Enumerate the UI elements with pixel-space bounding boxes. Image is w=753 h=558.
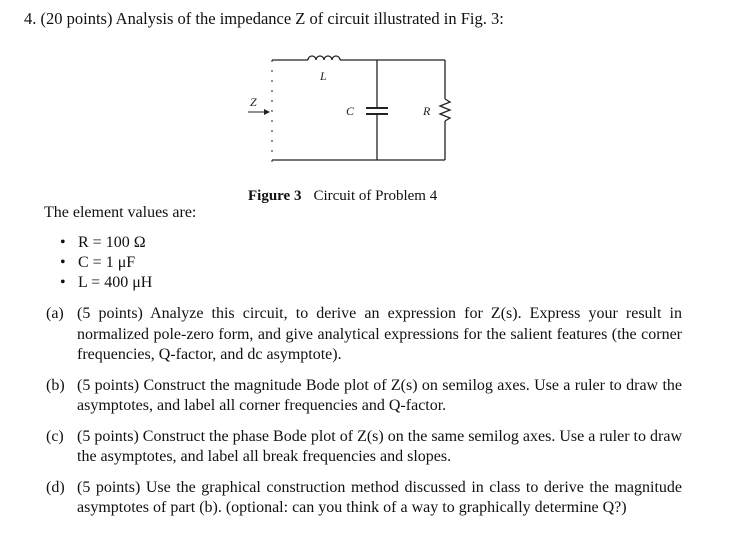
part-d: [46, 478, 682, 519]
part-text: (5 points) Construct the magnitude Bode plot of Z(s) on semilog axes. Use a ruler to draw the asymptotes, and label all corner frequencies and Q-factor.: [77, 376, 682, 414]
figure-caption-text: Circuit of Problem 4: [313, 188, 438, 204]
element-value-r: R = 100 Ω: [78, 234, 146, 251]
list-item: [60, 253, 152, 273]
part-text: (5 points) Use the graphical construction method discussed in class to derive the magnitude asymptotes of part (b). (optional: can you think of a way to graphically determine Q?): [77, 478, 682, 516]
element-value-l: L = 400 μH: [78, 274, 153, 291]
element-values-intro: The element values are:: [44, 204, 197, 221]
list-item: [60, 273, 152, 293]
part-text: (5 points) Construct the phase Bode plot of Z(s) on the same semilog axes. Use a ruler to draw the asymptotes, and label all break frequencies and slopes.: [77, 427, 682, 465]
part-c: [46, 427, 682, 468]
part-b: [46, 376, 682, 417]
part-label: (d): [46, 478, 65, 496]
label-c: C: [346, 104, 355, 118]
resistor-symbol: [440, 99, 450, 121]
figure-caption: [248, 188, 437, 205]
part-label: (b): [46, 376, 65, 394]
list-item: [60, 233, 152, 253]
part-label: (a): [46, 305, 64, 322]
bullet-icon: •: [60, 274, 66, 291]
element-value-c: C = 1 μF: [78, 254, 136, 271]
part-label: (c): [46, 427, 64, 445]
part-text: (5 points) Analyze this circuit, to derive an expression for Z(s). Express your result in normalized pole-zero form, and give analytical expressions for the salient features (the corner frequencies, Q-factor, and dc asymptote).: [77, 305, 682, 363]
label-l: L: [320, 69, 327, 83]
bullet-icon: •: [60, 254, 66, 271]
bullet-icon: •: [60, 234, 66, 251]
label-z: Z: [250, 95, 257, 109]
figure-number: Figure 3: [248, 188, 302, 204]
label-r: R: [423, 104, 431, 118]
circuit-diagram: [240, 50, 460, 175]
inductor-symbol: [308, 56, 340, 60]
problem-parts: [46, 304, 682, 529]
part-a: [46, 304, 682, 366]
problem-header: 4. (20 points) Analysis of the impedance Z of circuit illustrated in Fig. 3:: [24, 9, 504, 28]
element-values-list: [60, 233, 152, 293]
